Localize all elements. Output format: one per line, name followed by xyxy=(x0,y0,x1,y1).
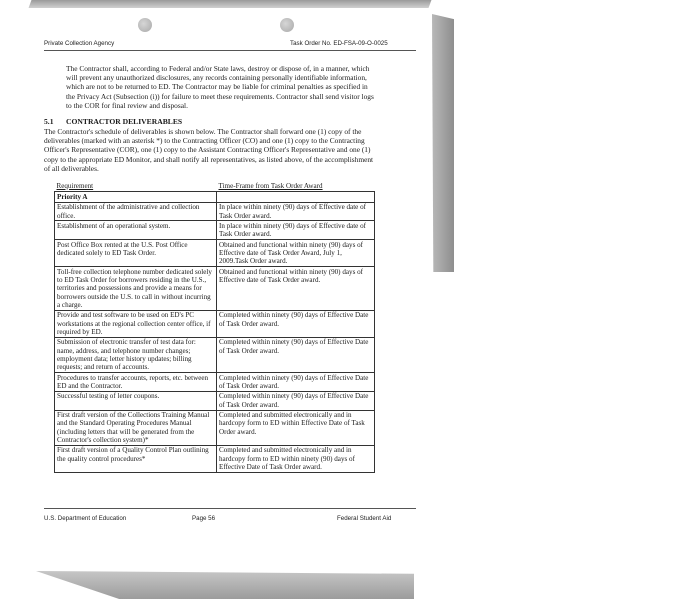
punch-hole-left xyxy=(138,18,152,32)
requirement-cell: Post Office Box rented at the U.S. Post Office dedicated solely to ED Task Order. xyxy=(55,240,217,267)
time-frame-cell: Completed and submitted electronically and in hardcopy form to ED within ninety (90) days of Effective Date of Task Order award. xyxy=(217,445,375,472)
punch-hole-right xyxy=(280,18,294,32)
table-row xyxy=(55,310,375,337)
table-row xyxy=(55,410,375,445)
section-body: The Contractor's schedule of deliverables is shown below. The Contractor shall forward one (1) copy of the deliverables (marked with an asterisk *) to the Contracting Officer (CO) and one (1) copy to the Contracting Officer's Representative (COR), one (1) copy to the Assistant Contracting Officer's Representative and one (1) copy to the appropriate ED Monitor, and shall notify all representatives, as listed above, of the accomplishment of all deliverables. xyxy=(44,127,374,173)
header-time-frame: Time-Frame from Task Order Award xyxy=(218,182,323,190)
footer-right: Federal Student Aid xyxy=(337,515,392,522)
footer-left: U.S. Department of Education xyxy=(44,515,127,522)
requirement-cell: First draft version of a Quality Control Plan outlining the quality control procedures* xyxy=(55,445,217,472)
priority-empty-cell xyxy=(217,192,375,202)
time-frame-cell: Completed and submitted electronically and in hardcopy form to ED within Effective Date of Task Order award. xyxy=(217,410,375,445)
requirement-cell: Submission of electronic transfer of test data for: name, address, and telephone number changes; employment data; letter history updates; billing requests; and return of accounts. xyxy=(55,337,217,372)
section-title: CONTRACTOR DELIVERABLES xyxy=(66,117,183,126)
requirement-cell: Establishment of an operational system. xyxy=(55,221,217,240)
table-row xyxy=(55,221,375,240)
table-row xyxy=(55,445,375,472)
time-frame-cell: Completed within ninety (90) days of Effective Date of Task Order award. xyxy=(217,337,375,372)
scan-shadow-right xyxy=(432,14,454,272)
time-frame-cell: Obtained and functional within ninety (90) days of Effective date of Task Order award. xyxy=(217,267,375,311)
table-row xyxy=(55,373,375,392)
requirement-cell: First draft version of the Collections Training Manual and the Standard Operating Procedures Manual (including letters that will be generated from the Contractor's collection system)* xyxy=(55,410,217,445)
time-frame-cell: Completed within ninety (90) days of Effective Date of Task Order award. xyxy=(217,373,375,392)
table-header-row xyxy=(55,182,375,192)
time-frame-cell: Completed within ninety (90) days of Effective Date of Task Order award. xyxy=(217,310,375,337)
time-frame-cell: In place within ninety (90) days of Effective date of Task Order award. xyxy=(217,221,375,240)
table-row xyxy=(55,391,375,410)
table-row xyxy=(55,202,375,221)
requirement-cell: Provide and test software to be used on ED's PC workstations at the regional collection center office, if required by ED. xyxy=(55,310,217,337)
time-frame-cell: Obtained and functional within ninety (90) days of Effective date of Task Order Award, July 1, 2009.Task Order award. xyxy=(217,240,375,267)
section-number: 5.1 xyxy=(44,117,54,126)
table-row xyxy=(55,337,375,372)
header-rule xyxy=(44,50,416,51)
requirement-cell: Toll-free collection telephone number dedicated solely to ED Task Order for borrowers residing in the U.S., territories and possessions and provide a means for borrowers outside the U.S. to call in without incurring a charge. xyxy=(55,267,217,311)
table-row xyxy=(55,240,375,267)
footer-rule xyxy=(44,508,416,509)
deliverables-table xyxy=(54,182,375,473)
section-heading xyxy=(44,117,182,126)
header-requirement: Requirement xyxy=(56,182,94,190)
priority-label: Priority A xyxy=(55,192,217,202)
intro-paragraph: The Contractor shall, according to Federal and/or State laws, destroy or dispose of, in a manner, which will prevent any unauthorized disclosures, any records containing personally identifiable information, which are not to be returned to ED. The Contractor may be liable for criminal penalties as specified in the Privacy Act (Subsection (i)) for failure to meet these requirements. Contractor shall send visitor logs to the COR for final review and disposal. xyxy=(66,64,374,110)
requirement-cell: Successful testing of letter coupons. xyxy=(55,391,217,410)
table-row xyxy=(55,267,375,311)
requirement-cell: Procedures to transfer accounts, reports, etc. between ED and the Contractor. xyxy=(55,373,217,392)
time-frame-cell: Completed within ninety (90) days of Effective Date of Task Order award. xyxy=(217,391,375,410)
time-frame-cell: In place within ninety (90) days of Effective date of Task Order award. xyxy=(217,202,375,221)
header-left: Private Collection Agency xyxy=(44,40,115,47)
requirement-cell: Establishment of the administrative and collection office. xyxy=(55,202,217,221)
header-right: Task Order No. ED-FSA-09-O-0025 xyxy=(290,40,388,47)
footer-page-number: Page 56 xyxy=(192,515,216,522)
priority-row xyxy=(55,192,375,202)
